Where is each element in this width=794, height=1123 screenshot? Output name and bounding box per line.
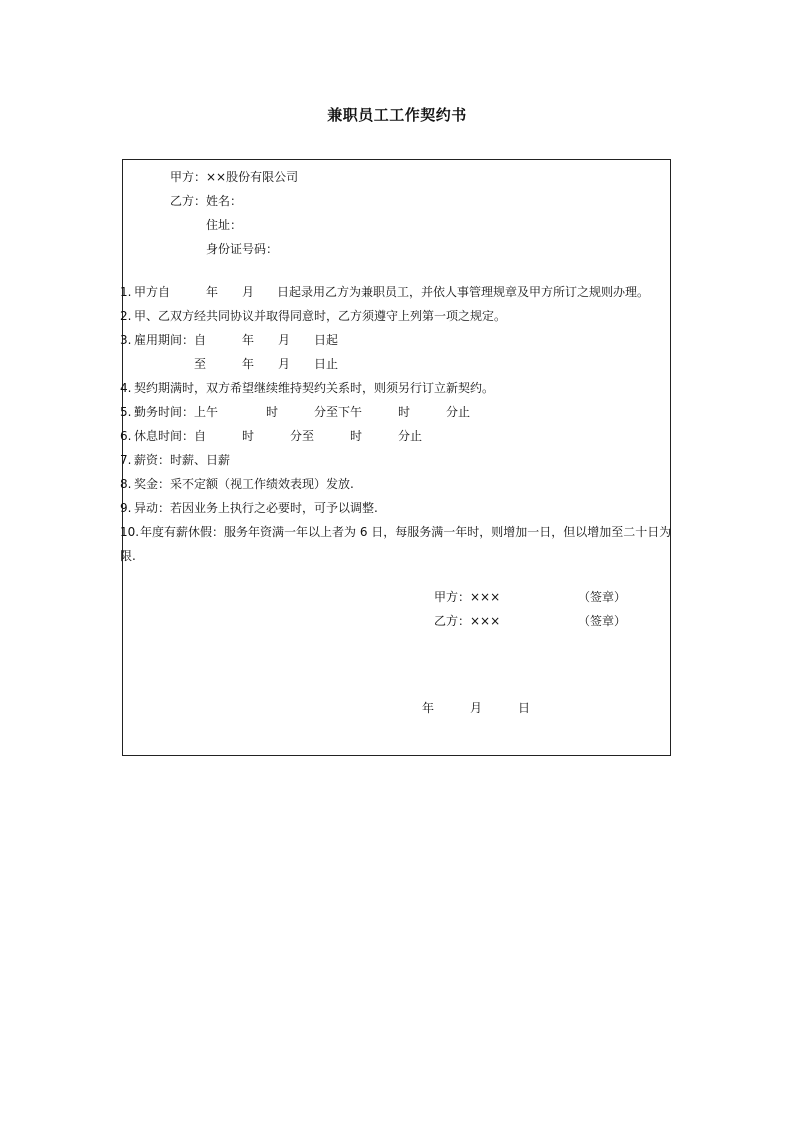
date-day: 日 <box>518 701 531 715</box>
signature-party-a-seal: （签章） <box>578 590 627 604</box>
clause-2-number: 2. <box>120 309 132 323</box>
clause-3-to: 至 <box>194 357 207 371</box>
clause-5-min-to-pm: 分至下午 <box>314 405 363 419</box>
clause-3-month-end: 月 <box>278 357 291 371</box>
clause-1-number: 1. <box>120 285 132 299</box>
clause-1-text-b: 日起录用乙方为兼职员工，并依人事管理规章及甲方所订之规则办理。 <box>277 285 650 299</box>
signature-party-b-seal: （签章） <box>578 614 627 628</box>
clause-9-text: 异动：若因业务上执行之必要时，可予以调整. <box>134 501 378 515</box>
party-a-label: 甲方： <box>170 170 207 184</box>
party-a-name: ××股份有限公司 <box>206 170 299 184</box>
clause-10-text-line2: 限. <box>120 549 136 563</box>
clause-10-number: 10. <box>120 525 140 539</box>
clause-6-hour: 时 <box>242 429 255 443</box>
clause-3-year-end: 年 <box>242 357 255 371</box>
clause-3-year: 年 <box>242 333 255 347</box>
clause-3-day-end: 日止 <box>314 357 339 371</box>
clause-5-hour-pm: 时 <box>398 405 411 419</box>
signature-party-b: 乙方：××× <box>434 614 501 628</box>
date-year: 年 <box>422 701 435 715</box>
clause-6-number: 6. <box>120 429 132 443</box>
clause-9-number: 9. <box>120 501 132 515</box>
clause-8-number: 8. <box>120 477 132 491</box>
clause-3-label: 雇用期间：自 <box>134 333 207 347</box>
party-b-label: 乙方： <box>170 194 207 208</box>
clause-5-min-end: 分止 <box>446 405 471 419</box>
clause-1-year: 年 <box>206 285 219 299</box>
document-title: 兼职员工工作契约书 <box>327 106 467 124</box>
clause-5-hour: 时 <box>266 405 279 419</box>
clause-3-day-start: 日起 <box>314 333 339 347</box>
clause-1-text-a: 甲方自 <box>134 285 171 299</box>
clause-6-hour-end: 时 <box>350 429 363 443</box>
signature-party-a: 甲方：××× <box>434 590 501 604</box>
clause-7-text: 薪资：时薪、日薪 <box>134 453 231 467</box>
clause-2-text: 甲、乙双方经共同协议并取得同意时，乙方须遵守上列第一项之规定。 <box>134 309 507 323</box>
clause-3-number: 3. <box>120 333 132 347</box>
clause-5-label: 勤务时间：上午 <box>134 405 219 419</box>
clause-5-number: 5. <box>120 405 132 419</box>
clause-3-month: 月 <box>278 333 291 347</box>
clause-6-label: 休息时间：自 <box>134 429 207 443</box>
clause-4-text: 契约期满时，双方希望继续维持契约关系时，则须另行订立新契约。 <box>134 381 495 395</box>
clause-7-number: 7. <box>120 453 132 467</box>
party-b-id-label: 身份证号码： <box>206 242 279 256</box>
clause-8-text: 奖金：采不定额（视工作绩效表现）发放. <box>134 477 354 491</box>
party-b-name-label: 姓名： <box>206 194 243 208</box>
date-month: 月 <box>470 701 483 715</box>
party-b-address-label: 住址： <box>206 218 243 232</box>
clause-10-text-line1: 年度有薪休假：服务年资满一年以上者为 6 日，每服务满一年时，则增加一日，但以增加至二十日为 <box>140 525 672 539</box>
clause-1-month: 月 <box>242 285 255 299</box>
clause-6-min-to: 分至 <box>290 429 315 443</box>
clause-6-min-end: 分止 <box>398 429 423 443</box>
clause-4-number: 4. <box>120 381 132 395</box>
